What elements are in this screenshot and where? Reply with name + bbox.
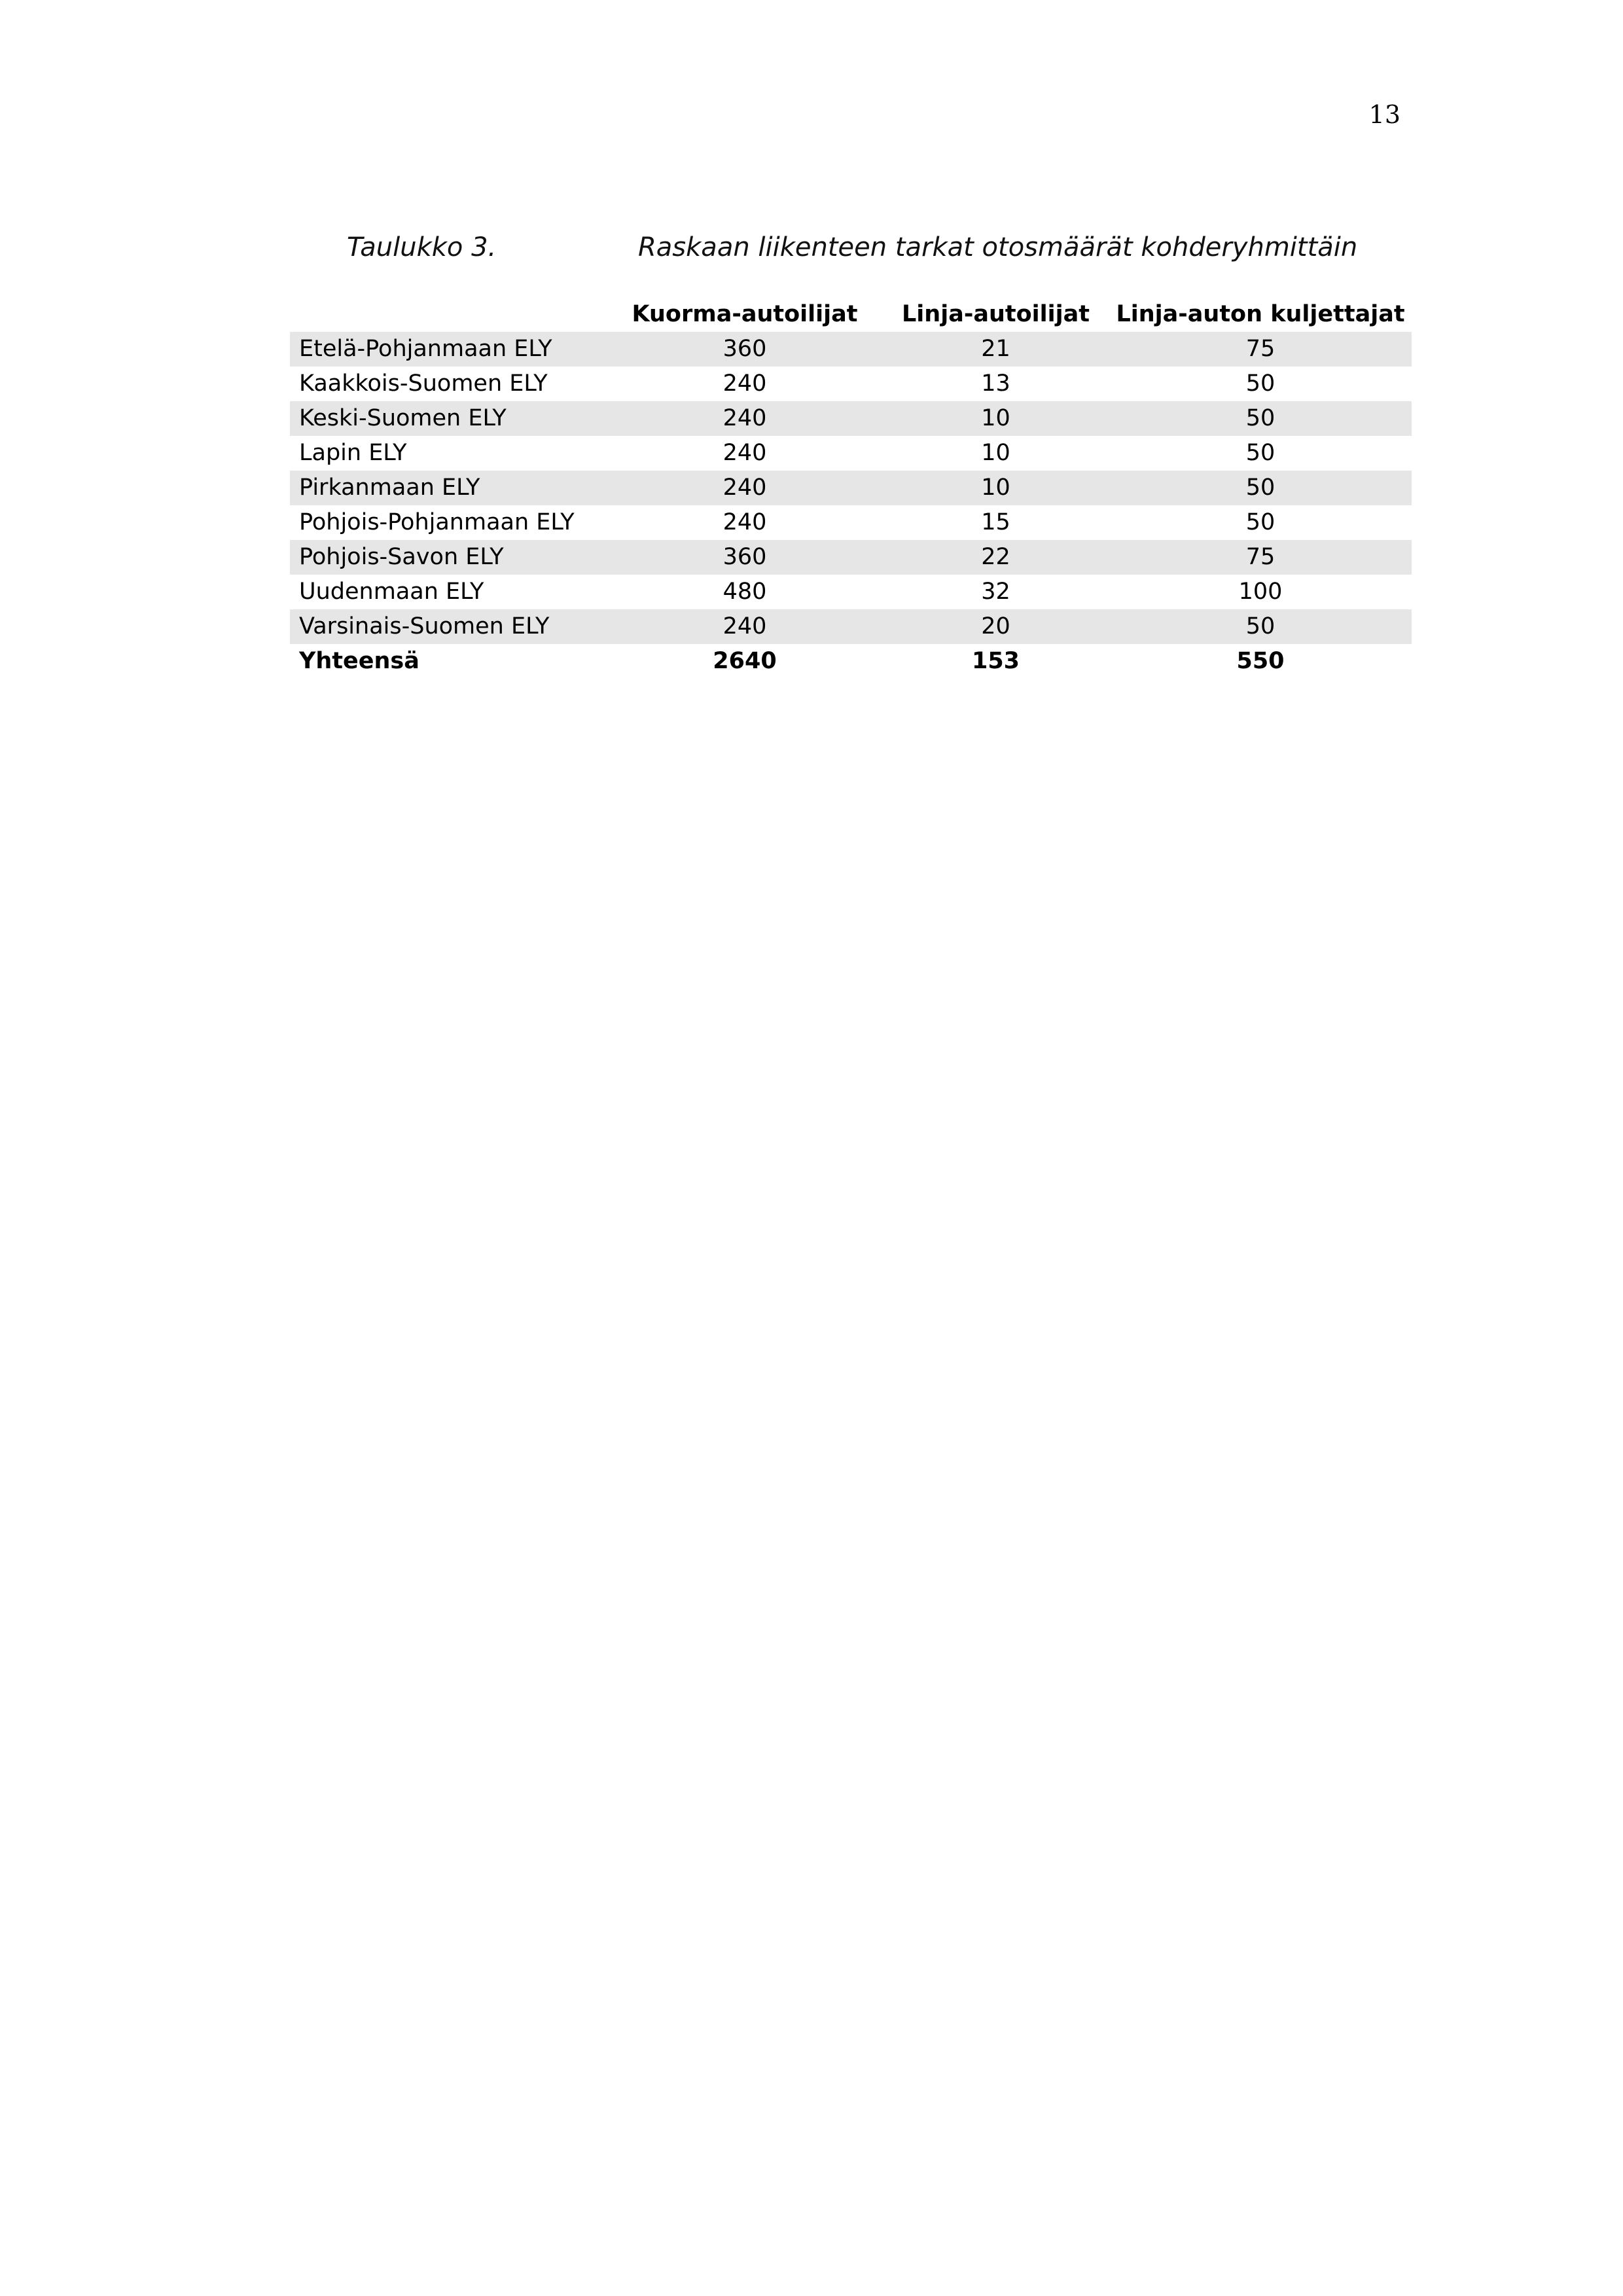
row-region-label: Uudenmaan ELY: [299, 579, 484, 605]
table-row: [290, 332, 1412, 367]
cell-linja-autoilijat: 22: [882, 540, 1109, 575]
cell-linja-autoilijat: 32: [981, 579, 1010, 605]
cell-kuorma-autoilijat: 360: [607, 540, 882, 575]
column-header-region: [290, 297, 607, 332]
row-region-label: Etelä-Pohjanmaan ELY: [290, 332, 607, 367]
cell-linja-autoilijat: 10: [882, 471, 1109, 505]
table-caption-title: Raskaan liikenteen tarkat otosmäärät kohderyhmittäin: [638, 232, 1358, 262]
page-number: 13: [1368, 100, 1400, 129]
row-region-label: Lapin ELY: [299, 440, 407, 466]
cell-linja-auton-kuljettajat: 75: [1109, 540, 1412, 575]
sample-size-table: [290, 297, 1412, 679]
table-row: [290, 401, 1412, 436]
row-region-label: Varsinais-Suomen ELY: [290, 609, 607, 644]
cell-linja-autoilijat: 10: [981, 440, 1010, 466]
cell-kuorma-autoilijat: 240: [722, 440, 767, 466]
cell-linja-auton-kuljettajat: 50: [1245, 509, 1275, 535]
cell-linja-auton-kuljettajat: 50: [1245, 440, 1275, 466]
row-region-label: Kaakkois-Suomen ELY: [299, 370, 548, 397]
row-region-label: Pirkanmaan ELY: [290, 471, 607, 505]
cell-linja-auton-kuljettajat: 50: [1109, 471, 1412, 505]
cell-linja-auton-kuljettajat: 100: [1238, 579, 1283, 605]
cell-linja-auton-kuljettajat: 50: [1245, 370, 1275, 397]
total-label: Yhteensä: [299, 648, 419, 674]
total-linja-auton-kuljettajat: 550: [1236, 648, 1285, 674]
total-kuorma-autoilijat: 2640: [713, 648, 777, 674]
cell-linja-auton-kuljettajat: 50: [1109, 401, 1412, 436]
table-row: [290, 540, 1412, 575]
cell-linja-autoilijat: 10: [882, 401, 1109, 436]
table-row: [290, 436, 1412, 471]
table-row: [290, 609, 1412, 644]
column-header-linja-auton-kuljettajat: Linja-auton kuljettajat: [1116, 301, 1405, 327]
column-header-linja-autoilijat: Linja-autoilijat: [901, 301, 1090, 327]
row-region-label: Pohjois-Pohjanmaan ELY: [299, 509, 575, 535]
cell-linja-auton-kuljettajat: 75: [1109, 332, 1412, 367]
cell-linja-autoilijat: 13: [981, 370, 1010, 397]
cell-linja-auton-kuljettajat: 50: [1109, 609, 1412, 644]
cell-kuorma-autoilijat: 480: [722, 579, 767, 605]
cell-kuorma-autoilijat: 240: [607, 609, 882, 644]
cell-kuorma-autoilijat: 240: [607, 401, 882, 436]
total-linja-autoilijat: 153: [971, 648, 1020, 674]
table-row: [290, 471, 1412, 505]
cell-kuorma-autoilijat: 240: [722, 509, 767, 535]
table-row: [290, 575, 1412, 609]
cell-kuorma-autoilijat: 240: [607, 471, 882, 505]
table-row: [290, 505, 1412, 540]
table-caption-label: Taulukko 3.: [347, 232, 497, 262]
cell-linja-autoilijat: 20: [882, 609, 1109, 644]
cell-kuorma-autoilijat: 360: [607, 332, 882, 367]
row-region-label: Keski-Suomen ELY: [290, 401, 607, 436]
table-row: [290, 367, 1412, 401]
cell-kuorma-autoilijat: 240: [722, 370, 767, 397]
table-total-row: [290, 644, 1412, 679]
table-header-row: [290, 297, 1412, 332]
cell-linja-autoilijat: 15: [981, 509, 1010, 535]
column-header-kuorma-autoilijat: Kuorma-autoilijat: [632, 301, 858, 327]
cell-linja-autoilijat: 21: [882, 332, 1109, 367]
row-region-label: Pohjois-Savon ELY: [290, 540, 607, 575]
